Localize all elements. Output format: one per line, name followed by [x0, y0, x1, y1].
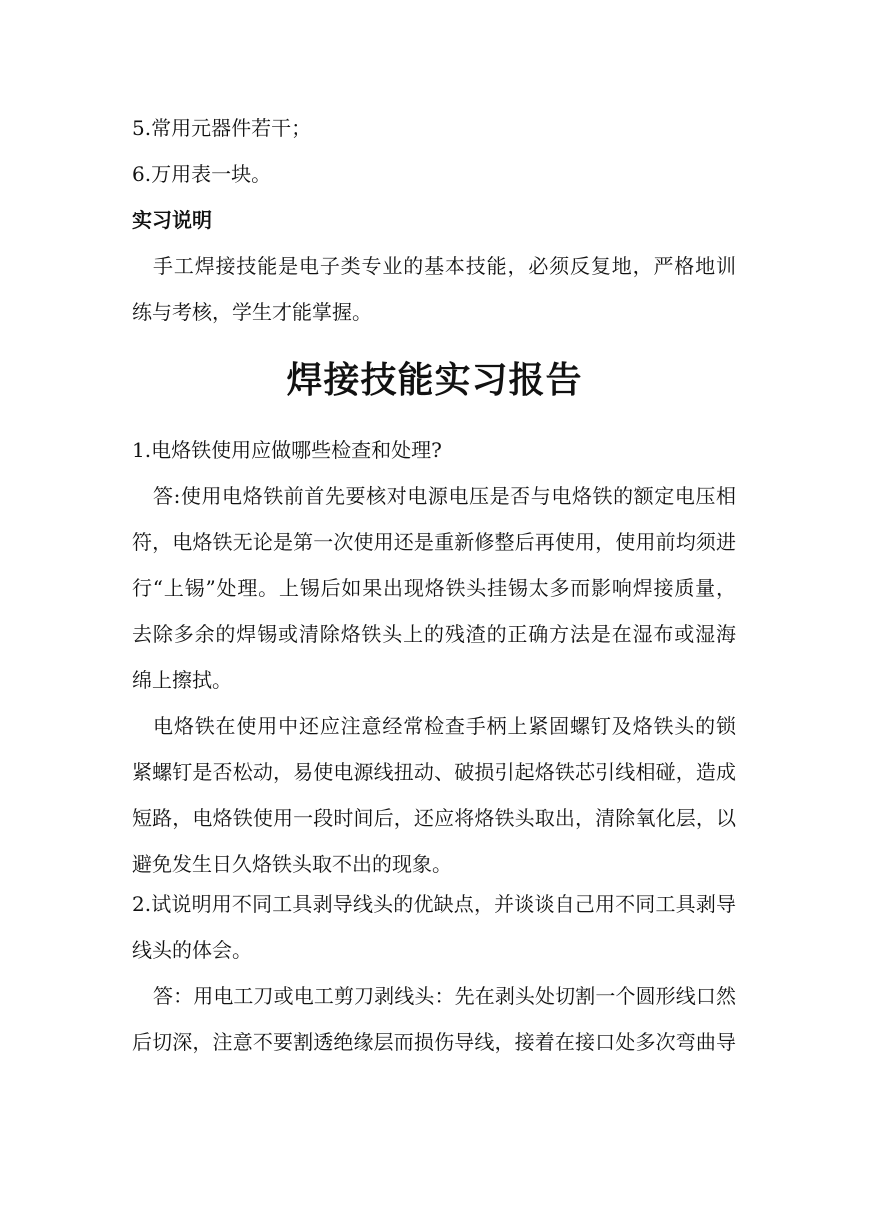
- paragraph-line: 后切深，注意不要割透绝缘层而损伤导线，接着在接口处多次弯曲导: [132, 1030, 736, 1054]
- paragraph-line: 去除多余的焊锡或清除烙铁头上的残渣的正确方法是在湿布或湿海: [132, 622, 736, 646]
- paragraph-line: 电烙铁在使用中还应注意经常检查手柄上紧固螺钉及烙铁头的锁: [153, 714, 736, 738]
- paragraph-line: 紧螺钉是否松动，易使电源线扭动、破损引起烙铁芯引线相碰，造成: [132, 760, 736, 784]
- paragraph-line: 符，电烙铁无论是第一次使用还是重新修整后再使用，使用前均须进: [132, 530, 736, 554]
- question-line: 2.试说明用不同工具剥导线头的优缺点，并谈谈自己用不同工具剥导: [132, 892, 736, 916]
- paragraph-line: 练与考核，学生才能掌握。: [132, 300, 372, 324]
- paragraph-line: 避免发生日久烙铁头取不出的现象。: [132, 852, 452, 876]
- paragraph-line: 短路，电烙铁使用一段时间后，还应将烙铁头取出，清除氧化层，以: [132, 806, 736, 830]
- paragraph-line: 手工焊接技能是电子类专业的基本技能，必须反复地，严格地训: [153, 254, 736, 278]
- question-line: 1.电烙铁使用应做哪些检查和处理?: [132, 438, 442, 462]
- paragraph-line: 绵上擦拭。: [132, 668, 232, 692]
- page-title: 焊接技能实习报告: [286, 359, 583, 401]
- paragraph-line: 答:使用电烙铁前首先要核对电源电压是否与电烙铁的额定电压相: [153, 484, 736, 508]
- section-heading: 实习说明: [132, 208, 212, 232]
- paragraph-line: 行“上锡”处理。上锡后如果出现烙铁头挂锡太多而影响焊接质量，: [132, 576, 736, 600]
- list-item: 6.万用表一块。: [132, 162, 272, 186]
- question-line: 线头的体会。: [132, 938, 252, 962]
- paragraph-line: 答：用电工刀或电工剪刀剥线头：先在剥头处切割一个圆形线口然: [153, 984, 736, 1008]
- list-item: 5.常用元器件若干；: [132, 116, 312, 140]
